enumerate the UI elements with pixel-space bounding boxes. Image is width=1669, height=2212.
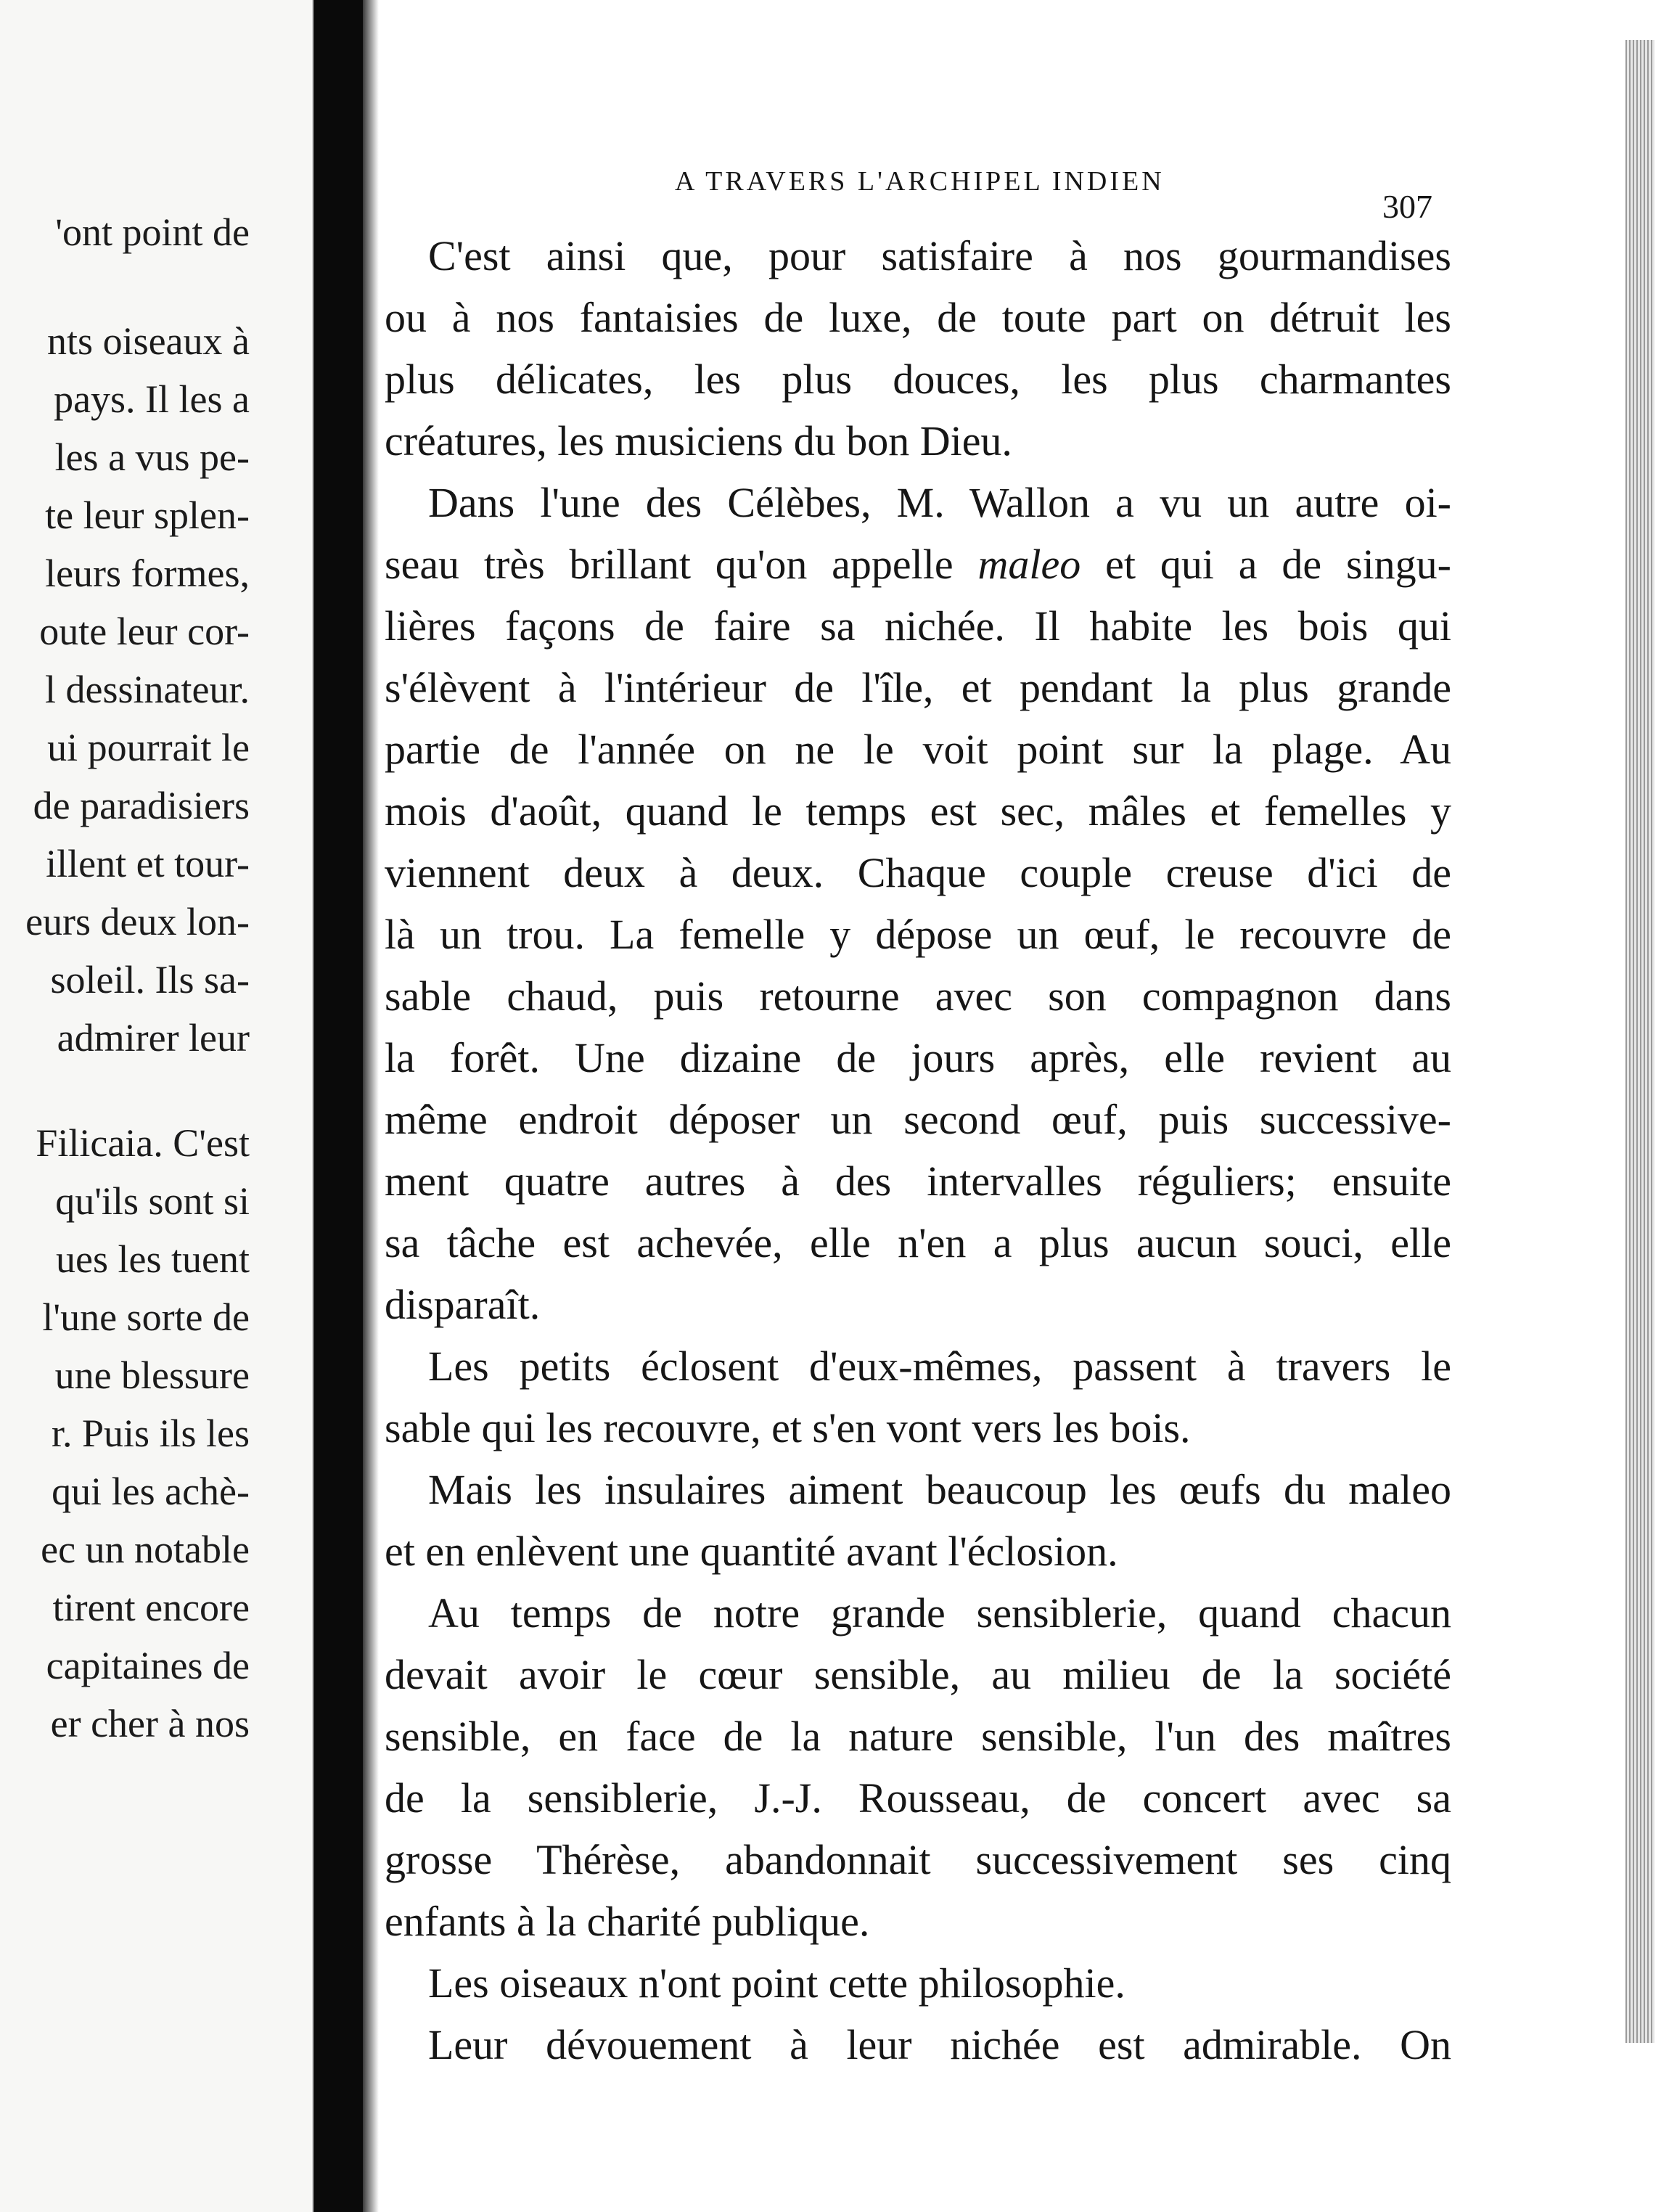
text-line: même endroit déposer un second œuf, puis successive- <box>385 1096 1451 1143</box>
left-line: leurs formes, <box>45 552 250 595</box>
text-line: partie de l'année on ne le voit point sur la plage. Au <box>385 726 1451 773</box>
left-line: tirent encore <box>52 1586 250 1629</box>
left-line: capitaines de <box>46 1644 250 1687</box>
text-line: créatures, les musiciens du bon Dieu. <box>385 417 1012 464</box>
text-line: lières façons de faire sa nichée. Il habite les bois qui <box>385 602 1451 650</box>
running-head: A TRAVERS L'ARCHIPEL INDIEN <box>675 166 1165 197</box>
left-line: admirer leur <box>57 1016 250 1060</box>
text-line: Les oiseaux n'ont point cette philosophie. <box>428 1959 1125 2007</box>
text-line: sable qui les recouvre, et s'en vont vers les bois. <box>385 1404 1191 1451</box>
left-line: oute leur cor- <box>39 610 250 653</box>
text-line: Leur dévouement à leur nichée est admirable. On <box>428 2021 1451 2068</box>
text-line: sable chaud, puis retourne avec son compagnon dans <box>385 972 1451 1020</box>
left-line: les a vus pe- <box>54 435 250 479</box>
left-line: 'ont point de <box>55 210 250 254</box>
text-fragment: seau très brillant qu'on appelle <box>385 541 954 588</box>
page-edges <box>1625 40 1654 2043</box>
text-line: sa tâche est achevée, elle n'en a plus aucun souci, elle <box>385 1219 1451 1266</box>
text-line: mois d'août, quand le temps est sec, mâles et femelles y <box>385 787 1451 835</box>
left-line: pays. Il les a <box>54 377 250 421</box>
italic-term: maleo <box>977 541 1081 588</box>
left-line: l dessinateur. <box>45 668 250 711</box>
left-line: de paradisiers <box>33 784 250 827</box>
left-line: illent et tour- <box>46 842 250 885</box>
text-line: Au temps de notre grande sensiblerie, quand chacun <box>428 1589 1451 1637</box>
page-number: 307 <box>1382 188 1432 225</box>
book-gutter <box>313 0 363 2212</box>
text-line: viennent deux à deux. Chaque couple creuse d'ici de <box>385 849 1451 896</box>
text-line: de la sensiblerie, J.-J. Rousseau, de concert avec sa <box>385 1774 1451 1822</box>
text-line <box>385 541 1451 589</box>
left-line: une blessure <box>54 1353 250 1397</box>
text-line: C'est ainsi que, pour satisfaire à nos gourmandises <box>428 232 1451 279</box>
left-line: nts oiseaux à <box>47 319 250 363</box>
text-line: s'élèvent à l'intérieur de l'île, et pendant la plus grande <box>385 664 1451 711</box>
left-line: soleil. Ils sa- <box>50 958 250 1001</box>
text-line: Mais les insulaires aiment beaucoup les œufs du maleo <box>428 1466 1451 1513</box>
text-line: ment quatre autres à des intervalles réguliers; ensuite <box>385 1158 1451 1205</box>
text-line: Dans l'une des Célèbes, M. Wallon a vu un autre oi- <box>428 479 1451 526</box>
text-line: ou à nos fantaisies de luxe, de toute part on détruit les <box>385 294 1451 341</box>
text-line: disparaît. <box>385 1281 541 1328</box>
left-line: ui pourrait le <box>47 726 250 769</box>
left-line: eurs deux lon- <box>25 900 250 943</box>
left-line: te leur splen- <box>45 493 250 537</box>
text-line: devait avoir le cœur sensible, au milieu de la société <box>385 1651 1451 1698</box>
book-page <box>363 0 1625 2212</box>
left-line: qu'ils sont si <box>55 1179 250 1223</box>
left-line: Filicaia. C'est <box>36 1121 250 1165</box>
text-line: et en enlèvent une quantité avant l'éclosion. <box>385 1528 1118 1575</box>
previous-page-fragment <box>0 0 313 2212</box>
left-line: l'une sorte de <box>42 1295 250 1339</box>
text-line: enfants à la charité publique. <box>385 1898 870 1945</box>
text-line: Les petits éclosent d'eux-mêmes, passent à travers le <box>428 1343 1451 1390</box>
text-line: grosse Thérèse, abandonnait successivement ses cinq <box>385 1836 1451 1883</box>
text-line: plus délicates, les plus douces, les plus charmantes <box>385 356 1451 403</box>
left-line: r. Puis ils les <box>51 1412 250 1455</box>
left-line: qui les achè- <box>52 1470 250 1513</box>
text-fragment: et qui a de singu- <box>1105 541 1452 588</box>
text-line: la forêt. Une dizaine de jours après, elle revient au <box>385 1034 1451 1081</box>
left-line: ues les tuent <box>56 1237 250 1281</box>
left-line: er cher à nos <box>50 1702 250 1745</box>
text-line: là un trou. La femelle y dépose un œuf, le recouvre de <box>385 911 1451 958</box>
left-line: ec un notable <box>41 1528 250 1571</box>
text-line: sensible, en face de la nature sensible, l'un des maîtres <box>385 1713 1451 1760</box>
